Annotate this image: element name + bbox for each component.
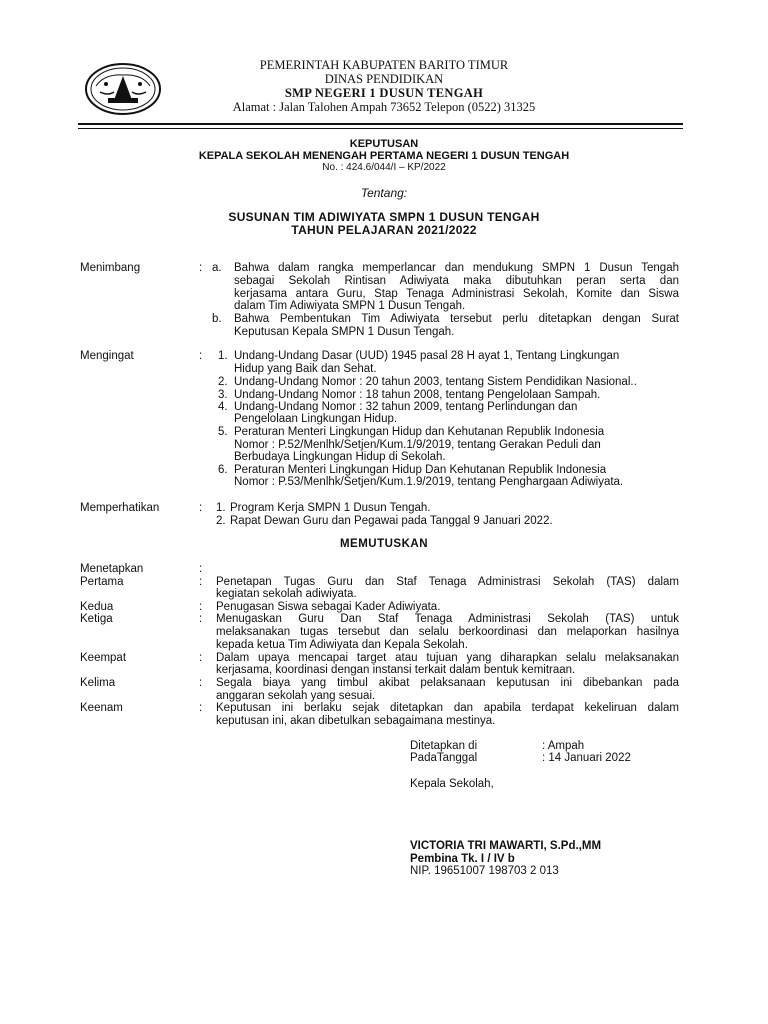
memutuskan-heading: MEMUTUSKAN [339, 538, 429, 550]
tanggal-value: : 14 Januari 2022 [542, 752, 631, 764]
decision-label-kelima: Kelima [80, 677, 116, 689]
decision-pertama-line2: kegiatan sekolah adiwiyata. [216, 588, 357, 600]
decision-pertama-line1: Penetapan Tugas Guru dan Staf Tenaga Administrasi Sekolah (TAS) dalam [216, 576, 679, 588]
mengingat-marker-6: 6. [218, 464, 228, 476]
decision-keenam-line2: keputusan ini, akan dibetulkan sebagaimana mestinya. [216, 715, 496, 727]
mengingat-label: Mengingat [80, 350, 134, 362]
tentang-label: Tentang: [360, 186, 408, 200]
decision-colon-keempat: : [199, 652, 203, 664]
letterhead-rule-thin [78, 128, 683, 129]
mengingat-marker-5: 5. [218, 426, 228, 438]
decision-label-keempat: Keempat [80, 652, 127, 664]
mengingat-4-line2: Pengelolaan Lingkungan Hidup. [234, 413, 398, 425]
menimbang-b-line1: Bahwa Pembentukan Tim Adiwiyata tersebut perlu ditetapkan dengan Surat [234, 313, 679, 325]
decision-kelima-line1: Segala biaya yang timbul akibat pelaksanaan keputusan ini dibebankan pada [216, 677, 679, 689]
letterhead-government: PEMERINTAH KABUPATEN BARITO TIMUR [259, 58, 509, 72]
decision-label-keenam: Keenam [80, 702, 123, 714]
menimbang-label: Menimbang [80, 262, 141, 274]
decision-label-pertama: Pertama [80, 576, 124, 588]
decree-subtitle: KEPALA SEKOLAH MENENGAH PERTAMA NEGERI 1 DUSUN TENGAH [198, 150, 570, 162]
mengingat-5-line1: Peraturan Menteri Lingkungan Hidup dan Kehutanan Republik Indonesia [234, 426, 605, 438]
memperhatikan-colon: : [199, 502, 203, 514]
mengingat-1-line1: Undang-Undang Dasar (UUD) 1945 pasal 28 H ayat 1, Tentang Lingkungan [234, 350, 620, 362]
ditetapkan-value: : Ampah [542, 740, 585, 752]
letterhead-school: SMP NEGERI 1 DUSUN TENGAH [284, 86, 484, 100]
mengingat-6-line1: Peraturan Menteri Lingkungan Hidup Dan Kehutanan Republik Indonesia [234, 464, 607, 476]
signatory-name: VICTORIA TRI MAWARTI, S.Pd.,MM [410, 840, 602, 852]
decision-colon-kelima: : [199, 677, 203, 689]
mengingat-marker-2: 2. [218, 376, 228, 388]
decision-colon-pertama: : [199, 576, 203, 588]
decision-ketiga-line3: kepada ketua Tim Adiwiyata dan Kepala Sekolah. [216, 639, 468, 651]
mengingat-1-line2: Hidup yang Baik dan Sehat. [234, 363, 377, 375]
tanggal-label: PadaTanggal [410, 752, 478, 764]
mengingat-6-line2: Nomor : P.53/Menlhk/Setjen/Kum.1.9/2019, tentang Penghargaan Adiwiyata. [234, 476, 624, 488]
menimbang-colon: : [199, 262, 203, 274]
mengingat-2-line1: Undang-Undang Nomor : 20 tahun 2003, tentang Sistem Pendidikan Nasional.. [234, 376, 637, 388]
decision-keempat-line1: Dalam upaya mencapai target atau tujuan yang diharapkan selalu melaksanakan [216, 652, 679, 664]
memperhatikan-item-2: Rapat Dewan Guru dan Pegawai pada Tanggal 9 Januari 2022. [230, 515, 553, 527]
ditetapkan-label: Ditetapkan di [410, 740, 478, 752]
mengingat-marker-1: 1. [218, 350, 228, 362]
menimbang-a-line3: kerjasama antara Guru, Stap Tenaga Administrasi Sekolah, Komite dan Siswa [234, 288, 679, 300]
decree-number: No. : 424.6/044/I – KP/2022 [322, 162, 446, 173]
menimbang-a-line2: sebagai Sekolah Rintisan Adiwiyata maka dibutuhkan peran serta dan [234, 275, 679, 287]
memperhatikan-label: Memperhatikan [80, 502, 160, 514]
decision-keempat-line2: kerjasama, koordinasi dengan instansi terkait dalam bentuk kemitraan. [216, 664, 576, 676]
signatory-rank: Pembina Tk. I / IV b [410, 853, 515, 865]
decision-colon-kedua: : [199, 601, 203, 613]
memperhatikan-marker-1: 1. [216, 502, 226, 514]
mengingat-5-line2: Nomor : P.52/Menlhk/Setjen/Kum.1/9/2019, tentang Gerakan Peduli dan [234, 439, 601, 451]
menimbang-marker-a: a. [212, 262, 222, 274]
menimbang-b-line2: Keputusan Kepala SMPN 1 Dusun Tengah. [234, 326, 455, 338]
letterhead-address: Alamat : Jalan Talohen Ampah 73652 Telepon (0522) 31325 [232, 100, 536, 114]
memperhatikan-item-1: Program Kerja SMPN 1 Dusun Tengah. [230, 502, 431, 514]
decision-ketiga-line2: melaksanakan tugas tersebut dan selalu berkoordinasi dan melaporkan hasilnya [216, 626, 679, 638]
decision-label-ketiga: Ketiga [80, 613, 113, 625]
decision-colon-ketiga: : [199, 613, 203, 625]
mengingat-marker-3: 3. [218, 389, 228, 401]
decision-kelima-line2: anggaran sekolah yang sesuai. [216, 690, 376, 702]
signatory-nip: NIP. 19651007 198703 2 013 [410, 865, 559, 877]
decision-ketiga-line1: Menugaskan Guru Dan Staf Tenaga Administrasi Sekolah (TAS) untuk [216, 613, 679, 625]
decree-subject: SUSUNAN TIM ADIWIYATA SMPN 1 DUSUN TENGAH [228, 210, 540, 224]
decision-label-kedua: Kedua [80, 601, 114, 613]
menetapkan-label: Menetapkan [80, 563, 144, 575]
memperhatikan-marker-2: 2. [216, 515, 226, 527]
mengingat-5-line3: Berbudaya Lingkungan Hidup di Sekolah. [234, 451, 446, 463]
mengingat-4-line1: Undang-Undang Nomor : 32 tahun 2009, tentang Perlindungan dan [234, 401, 578, 413]
decree-subject-year: TAHUN PELAJARAN 2021/2022 [291, 223, 477, 237]
mengingat-marker-4: 4. [218, 401, 228, 413]
menimbang-a-line4: dalam Tim Adiwiyata SMPN 1 Dusun Tengah. [234, 300, 466, 312]
letterhead [0, 58, 768, 114]
menimbang-marker-b: b. [212, 313, 222, 325]
decree-title: KEPUTUSAN [349, 138, 419, 150]
menetapkan-colon: : [199, 563, 203, 575]
menimbang-a-line1: Bahwa dalam rangka memperlancar dan mendukung SMPN 1 Dusun Tengah [234, 262, 679, 274]
decision-keenam-line1: Keputusan ini berlaku sejak ditetapkan dan apabila terdapat kekeliruan dalam [216, 702, 679, 714]
decision-colon-keenam: : [199, 702, 203, 714]
letterhead-rule-thick [78, 123, 683, 125]
mengingat-colon: : [199, 350, 203, 362]
signatory-position: Kepala Sekolah, [410, 778, 494, 790]
letterhead-office: DINAS PENDIDIKAN [324, 72, 444, 86]
decision-kedua-line1: Penugasan Siswa sebagai Kader Adiwiyata. [216, 601, 441, 613]
mengingat-3-line1: Undang-Undang Nomor : 18 tahun 2008, tentang Pengelolaan Sampah. [234, 389, 601, 401]
